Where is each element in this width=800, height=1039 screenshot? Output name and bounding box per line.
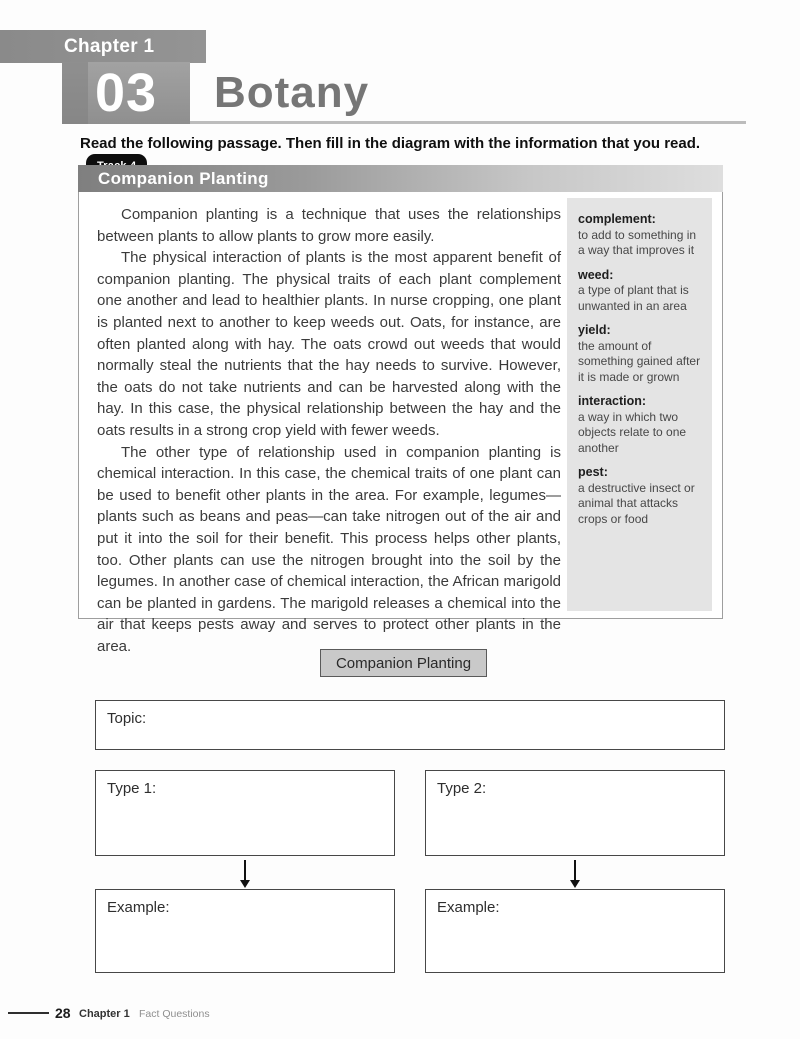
chapter-banner [0,30,206,63]
vocab-sidebar [567,198,712,611]
vocab-term: pest: [578,465,608,479]
down-arrow-icon [244,860,246,881]
footer-chapter: Chapter 1 [79,1008,130,1020]
chapter-label: Chapter 1 [64,36,155,57]
vocab-definition: the amount of something gained after it is made or grown [578,338,701,384]
down-arrow-icon [574,860,576,881]
topic-box [95,700,725,750]
passage-paragraph: The physical interaction of plants is the most apparent benefit of companion planting. The physical traits of each plant complement one another and lead to healthier plants. In nurse cropping, one plant is planted next to another to keep weeds out. Oats, for instance, are often planted along with hay. The oats crowd out weeds that would normally steal the nutrients that the hay needs to survive. However, the oats do not take nutrients and can be harvested along with the hay. In this case, the physical relationship between the hay and the oats results in a strong crop yield with fewer weeds. [97,249,561,439]
vocab-entry [578,465,701,527]
type1-label: Type 1: [107,780,157,797]
vocab-entry [578,323,701,385]
passage-paragraph: The other type of relationship used in companion planting is chemical interaction. In this case, the chemical traits of one plant can be used to benefit other plants in the area. For example, legumes—plants such as beans and peas—can take nitrogen out of the air and put it into the soil for their benefit. This process helps other plants, too. Other plants can use the nitrogen brought into the soil by the legumes. In another case of chemical interaction, the African marigold can be planted in gardens. The marigold releases a chemical into the air that keeps pests away and serves to protect other plants in the area. [97,443,561,655]
unit-number-box [62,62,190,124]
vocab-term: interaction: [578,394,647,408]
passage-heading: Companion Planting [78,165,723,192]
passage-panel [78,165,723,655]
vocab-term: yield: [578,323,611,337]
passage-paragraph: Companion planting is a technique that uses the relationships between plants to allow plants to grow more easily. [97,206,561,245]
type1-box [95,770,395,856]
footer-rule [8,1012,49,1014]
example1-label: Example: [107,899,170,916]
vocab-entry [578,212,701,259]
passage-text [97,204,561,657]
page-number: 28 [55,1005,71,1021]
type2-label: Type 2: [437,780,487,797]
type2-box [425,770,725,856]
vocab-term: weed: [578,267,614,282]
title-underline [190,121,746,124]
vocab-term: complement: [578,212,656,226]
example1-box [95,889,395,973]
vocab-definition: a way in which two objects relate to one another [578,409,687,455]
example2-box [425,889,725,973]
diagram-title-box [320,649,487,677]
diagram-title: Companion Planting [335,654,472,672]
page-title: Botany [214,68,370,117]
example2-label: Example: [437,899,500,916]
passage-body [78,192,723,655]
vocab-definition: a destructive insect or animal that attacks crops or food [578,480,695,526]
footer-section: Fact Questions [139,1008,210,1020]
vocab-definition: a type of plant that is unwanted in an area [578,283,689,313]
topic-label: Topic: [107,710,147,727]
vocab-entry [578,394,701,456]
instruction-text: Read the following passage. Then fill in the diagram with the information that you read. [80,135,701,152]
page-footer [0,1003,800,1023]
vocab-entry [578,268,701,315]
vocab-definition: to add to something in a way that improves it [578,227,697,257]
unit-number: 03 [94,63,158,123]
